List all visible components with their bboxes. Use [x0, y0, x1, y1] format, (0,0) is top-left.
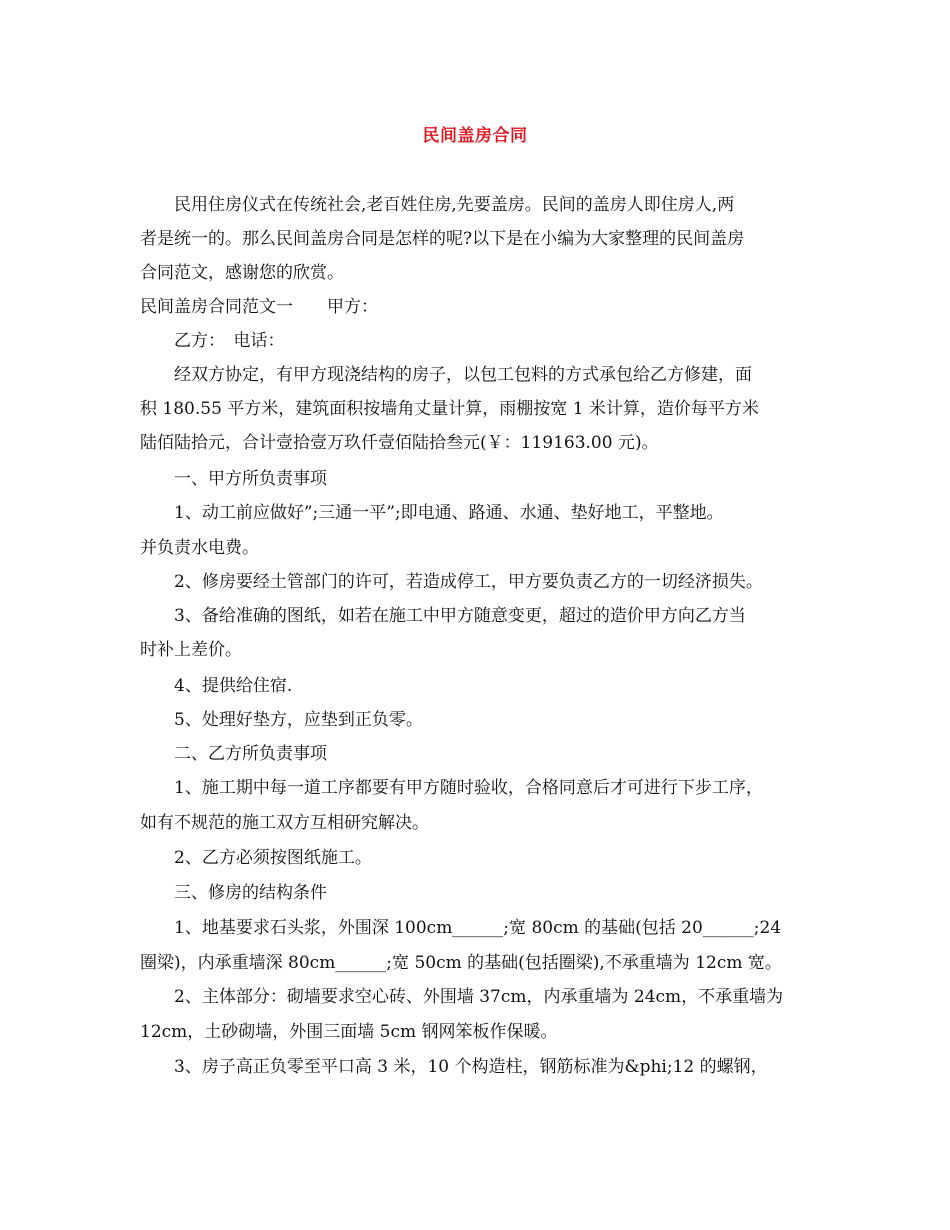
paragraph-line: 2、主体部分：砌墙要求空心砖、外围墙 37cm，内承重墙为 24cm，不承重墙为 [174, 987, 784, 1007]
paragraph-line: 合同范文，感谢您的欣赏。 [140, 263, 344, 283]
paragraph-line: 1、动工前应做好”;三通一平”;即电通、路通、水通、垫好地工，平整地。 [174, 503, 724, 523]
paragraph-line: 12cm，土砂砌墙，外围三面墙 5cm 钢网笨板作保暖。 [140, 1022, 558, 1042]
paragraph-line: 5、处理好垫方，应垫到正负零。 [174, 710, 423, 730]
paragraph-line: 2、修房要经土管部门的许可，若造成停工，甲方要负责乙方的一切经济损失。 [174, 572, 763, 592]
paragraph-line: 民用住房仪式在传统社会,老百姓住房,先要盖房。民间的盖房人即住房人,两 [174, 195, 735, 215]
paragraph-line: 时补上差价。 [140, 640, 242, 660]
paragraph-line: 3、备给准确的图纸，如若在施工中甲方随意变更，超过的造价甲方向乙方当 [174, 606, 746, 626]
document-title: 民间盖房合同 [422, 126, 528, 146]
paragraph-line: 者是统一的。那么民间盖房合同是怎样的呢?以下是在小编为大家整理的民间盖房 [140, 229, 745, 249]
paragraph-line: 积 180.55 平方米，建筑面积按墙角丈量计算，雨棚按宽 1 米计算，造价每平方米 [140, 399, 759, 419]
paragraph-line: 经双方协定，有甲方现浇结构的房子，以包工包料的方式承包给乙方修建，面 [174, 365, 752, 385]
section-heading: 一、甲方所负责事项 [174, 469, 327, 489]
section-heading: 二、乙方所负责事项 [174, 744, 327, 764]
paragraph-line: 民间盖房合同范文一 甲方： [140, 297, 378, 317]
paragraph-line: 3、房子高正负零至平口高 3 米，10 个构造柱，钢筋标准为&phi;12 的螺钢， [174, 1057, 768, 1077]
paragraph-line: 如有不规范的施工双方互相研究解决。 [140, 813, 429, 833]
paragraph-line: 2、乙方必须按图纸施工。 [174, 848, 372, 868]
paragraph-line: 并负责水电费。 [140, 538, 259, 558]
paragraph-line: 4、提供给住宿. [174, 676, 293, 696]
paragraph-line: 1、地基要求石头浆，外围深 100cm______;宽 80cm 的基础(包括 20______;24 [174, 918, 782, 938]
paragraph-line: 1、施工期中每一道工序都要有甲方随时验收，合格同意后才可进行下步工序， [174, 778, 763, 798]
paragraph-line: 陆佰陆拾元，合计壹拾壹万玖仟壹佰陆拾叁元(￥：119163.00 元)。 [140, 433, 659, 453]
paragraph-line: 圈梁)，内承重墙深 80cm______;宽 50cm 的基础(包括圈梁),不承重墙为 12cm 宽。 [140, 953, 782, 973]
section-heading: 三、修房的结构条件 [174, 883, 327, 903]
paragraph-line: 乙方： 电话： [174, 331, 285, 351]
